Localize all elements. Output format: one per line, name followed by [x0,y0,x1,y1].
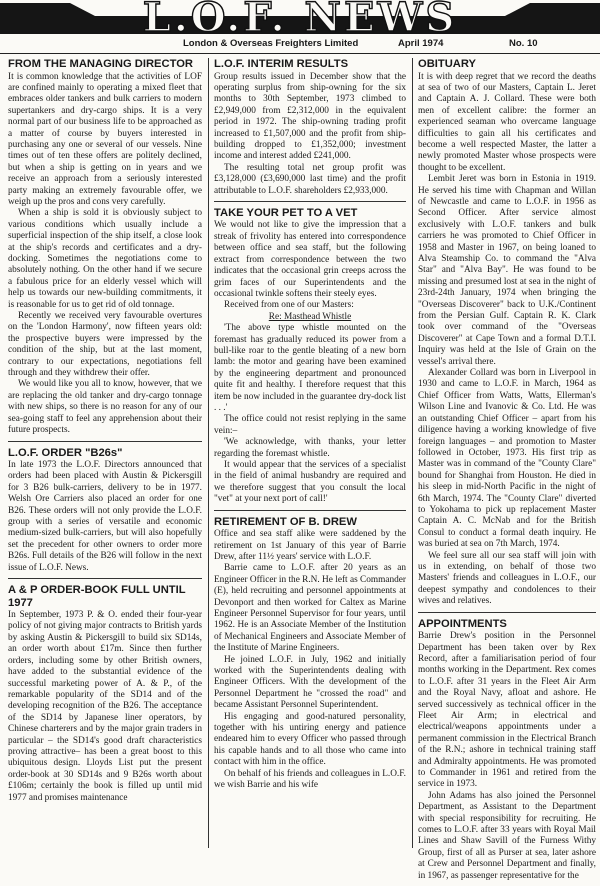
column-middle [214,58,406,848]
column-divider [208,58,209,848]
issue-number: No. 10 [509,38,538,49]
article-paragraph: He joined L.O.F. in July, 1962 and initially worked with the Superintendents dealing with Engineer Officers. With the development of the Personnel Department he "crossed the road" and became Assistant Personnel Superintendent. [214,654,406,711]
company-name: London & Overseas Freighters Limited [183,38,359,49]
newsletter-title: L.O.F. NEWS [142,0,458,41]
article-paragraph: Office and sea staff alike were saddened by the retirement on 1st January of this year of Barrie Drew, after 11½ years' service with L.O.F. [214,529,406,562]
article-paragraph: It would appear that the services of a specialist in the field of animal husbandry are required and we therefore suggest that you consult the local "vet" at your next port of call!' [214,460,406,505]
masthead-subline [0,38,600,52]
article-interim-results [214,58,406,202]
article-paragraph: Barrie came to L.O.F. after 20 years as an Engineer Officer in the R.N. He left as Commander (E), held recruiting and personnel appointments at Devonport and then worked for Caltex as Marine Engineer Personnel Supervisor for four years, until 1962. He is an Associate Member of the Institution of Mechanical Engineers and Associate Member of the Institute of Marine Engineers. [214,563,406,654]
article-paragraph: When a ship is sold it is obviously subject to various conditions which usually include a superficial inspection of the ship itself, a close look at the ship's records and certificates and a dry-docking. Sometimes the negotiations come to absolutely nothing. On the other hand if we secure a fabulous price for an elderly vessel which will help us towards our new-building commitments, it is reasonable for us to get rid of old tonnage. [8,208,202,310]
article-managing-director [8,58,202,442]
article-paragraph: John Adams has also joined the Personnel Department, as Assistant to the Department with special responsibility for recruiting. He comes to L.O.F. after 33 years with Royal Mail Lines and Shaw Savill of the Furness Withy Group, first of all as Purser at sea, later ashore at Crew and Personnel Department and finally, in 1967, as passenger representative for the [418,790,596,881]
article-paragraph: Received from one of our Masters: [224,300,354,311]
article-paragraph: Barrie Drew's position in the Personnel Department has been taken over by Rex Record, after a familiarisation period of four months working in the Department. Rex comes to L.O.F. after 31 years in the Fleet Air Arm and the Royal Navy, afloat and ashore. He served successively as technical officer in the Fleet Air Arm; in electrical and electrical/weapons appointments under a permanent commission in the Electrical Branch of the R.N.; ashore in technical training staff and Admiralty appointments. He was promoted to Commander in 1961 and retired from the service in 1973. [418,631,596,790]
article-paragraph: We feel sure all our sea staff will join with us in extending, on behalf of those two Masters' friends and colleagues in L.O.F., our deepest sympathy and condolences to their wives and relatives. [418,550,596,607]
column-divider [412,58,413,848]
article-ap-order-book [8,584,202,808]
article-paragraph: It is with deep regret that we record the deaths at sea of two of our Masters, Captain L. Jeret and Captain A. J. Collard. These were both men of excellent calibre: the former an experienced seaman who overcame language difficulties to gain all his certificates and become a well respected Master, the latter a newly promoted Master whose prospects were thought to be excellent. [418,71,596,173]
article-paragraph: In late 1973 the L.O.F. Directors announced that orders had been placed with Austin & Pickersgill for 3 B26 bulk-carriers, delivery to be in 1977. Welsh Ore Carriers also placed an order for one B26. These orders will not only provide the L.O.F. group with a series of versatile and economic medium-sized bulk-carriers, but will also hopefully set the precedent for other owners to order more B26s. Full details of the B26 will follow in the next issue of L.O.F. News. [8,460,202,573]
article-heading: L.O.F. ORDER "B26s" [8,446,123,459]
article-appointments [418,618,596,886]
masthead [0,0,600,40]
article-pet-vet [214,207,406,511]
article-heading: L.O.F. INTERIM RESULTS [214,58,349,70]
article-heading: APPOINTMENTS [418,617,507,630]
article-heading: TAKE YOUR PET TO A VET [214,206,358,219]
article-retirement-drew [214,516,406,796]
article-heading: RETIREMENT OF B. DREW [214,515,357,528]
column-right [418,58,596,881]
article-paragraph: Recently we received very favourable overtures on the 'London Harmony', now fifteen years old: the prospective buyers were impressed by the condition of the ship, but at the last moment, contrary to our expectations, negotiations fell through and they withdrew their offer. [8,311,202,379]
article-paragraph: 'The above type whistle mounted on the foremast has gradually reduced its power from a bull-like roar to the gentle bleating of a new born lamb: the motor and gearing have been examined by the engineering department and pronounced quite fit and healthy. I therefore request that this item be now included in the guarantee dry-dock list . . .' [214,323,406,413]
article-paragraph: In September, 1973 P. & O. ended their four-year policy of not giving major contracts to British yards by asking Austin & Pickersgill to build six SD14s, an order worth about £17m. Since then further orders, including some by other British owners, have added to the substantial evidence of the successful marketing power of A. & P., of the remarkable popularity of the SD14 and of the developing recognition of the B26. The acceptance of the SD14 by Japanese liner operators, by Chinese charterers and by the major grain traders in particular – the SD14's good draft characteristics proving attractive– has been a great boost to this ubiquitous design. Lloyds List put the present order-book at 30 SD14s and 9 B26s worth about £106m; certainly the book is filled up until mid 1977 and promises maintenance [8,610,202,803]
article-heading: OBITUARY [418,58,477,70]
column-left [8,58,202,848]
masthead-rule [0,53,600,54]
article-paragraph: The resulting total net group profit was £3,128,000 (£3,690,000 last time) and the profit attributable to L.O.F. shareholders £2,933,000. [214,162,406,196]
article-heading: FROM THE MANAGING DIRECTOR [8,58,194,70]
article-paragraph: Group results issued in December show that the operating surplus from ship-owning for the six months to 30th September, 1973 climbed to £2,949,000 from £2,312,000 in the equivalent period in 1972. The ship-owning trading profit increased to £1,507,000 and the profit from ship-building dropped to £1,352,000; investment income and interest added £241,000. [214,71,406,162]
issue-date: April 1974 [398,38,444,49]
article-heading: A & P ORDER-BOOK FULL UNTIL 1977 [8,584,186,609]
article-paragraph: We would like you all to know, however, that we are replacing the old tanker and dry-cargo tonnage with new ships, so there is no reason for any of our sea-going staff to feel any apprehension about their future prospects. [8,379,202,436]
article-b26-order [8,447,202,580]
article-obituary [418,58,596,613]
article-paragraph: On behalf of his friends and colleagues in L.O.F. we wish Barrie and his wife [214,768,406,791]
article-paragraph: Alexander Collard was born in Liverpool in 1930 and came to L.O.F. in March, 1964 as Chief Officer from Watts, Watts, Ellerman's Wilson Line and Ivanovic & Co. Ltd. He was an outstanding Chief Officer – apart from his diligence having a working knowledge of five foreign languages – and promotion to Master followed in October, 1973. His first trip as Master was in command of the "County Clare" bound for Shanghai from Houston. He died in his sleep in mid-North Pacific in the night of 6th March, 1974. The "County Clare" diverted to Yokohama to pick up replacement Master Captain A. C. McNab and for the British Consul to conduct a formal death inquiry. He was buried at sea on 7th March, 1974. [418,368,596,550]
letter-subject: Re: Masthead Whistle [268,311,352,322]
article-paragraph: The office could not resist replying in the same vein:– [214,414,406,436]
article-paragraph: His engaging and good-natured personality, together with his untiring energy and patience endeared him to every Officer who passed through his capable hands and to all those who came into contact with him in the office. [214,711,406,768]
article-paragraph: It is common knowledge that the activities of LOF are confined mainly to operating a mixed fleet that embraces older tankers and bulk carriers to modern supertankers and dry-cargo ships. It is a very normal part of our business life to be approached as a matter of course by buyers interested in purchasing any one or several of our vessels. Nine times out of ten these offers are politely declined, but when a ship is getting on in years and we receive an approach from a seriously interested party making an extremely favourable offer, we weigh up the pros and cons very carefully. [8,71,202,207]
article-paragraph: We would not like to give the impression that a streak of frivolity has entered into correspondence between office and sea staff, but the following extract from correspondence between the two indicates that the occasional grin creeps across the grim faces of our Superintendents and the occasional twinkle softens their steely eyes. [214,220,406,299]
article-paragraph: Lembit Jeret was born in Estonia in 1919. He served his time with Chapman and Willan of Newcastle and came to L.O.F. in 1956 as Second Officer. After service almost exclusively with L.O.F. tankers and bulk carriers he was promoted to Chief Officer in 1958 and Master in 1967, on being loaned to Alva Steamship Co. to command the "Alva Star" and "Alva Bay". He was found to be missing and presumed lost at sea in the night of 23rd-24th January, 1974 when bringing the "Overseas Discoverer" back to U.K./Continent from the Persian Gulf. Captain R. K. Clark took over command of the "Overseas Discoverer" at Cape Town and a formal D.T.I. Inquiry was held at the Isle of Grain on the vessel's arrival there. [418,174,596,367]
article-paragraph: 'We acknowledge, with thanks, your letter regarding the foremast whistle. [214,437,406,459]
